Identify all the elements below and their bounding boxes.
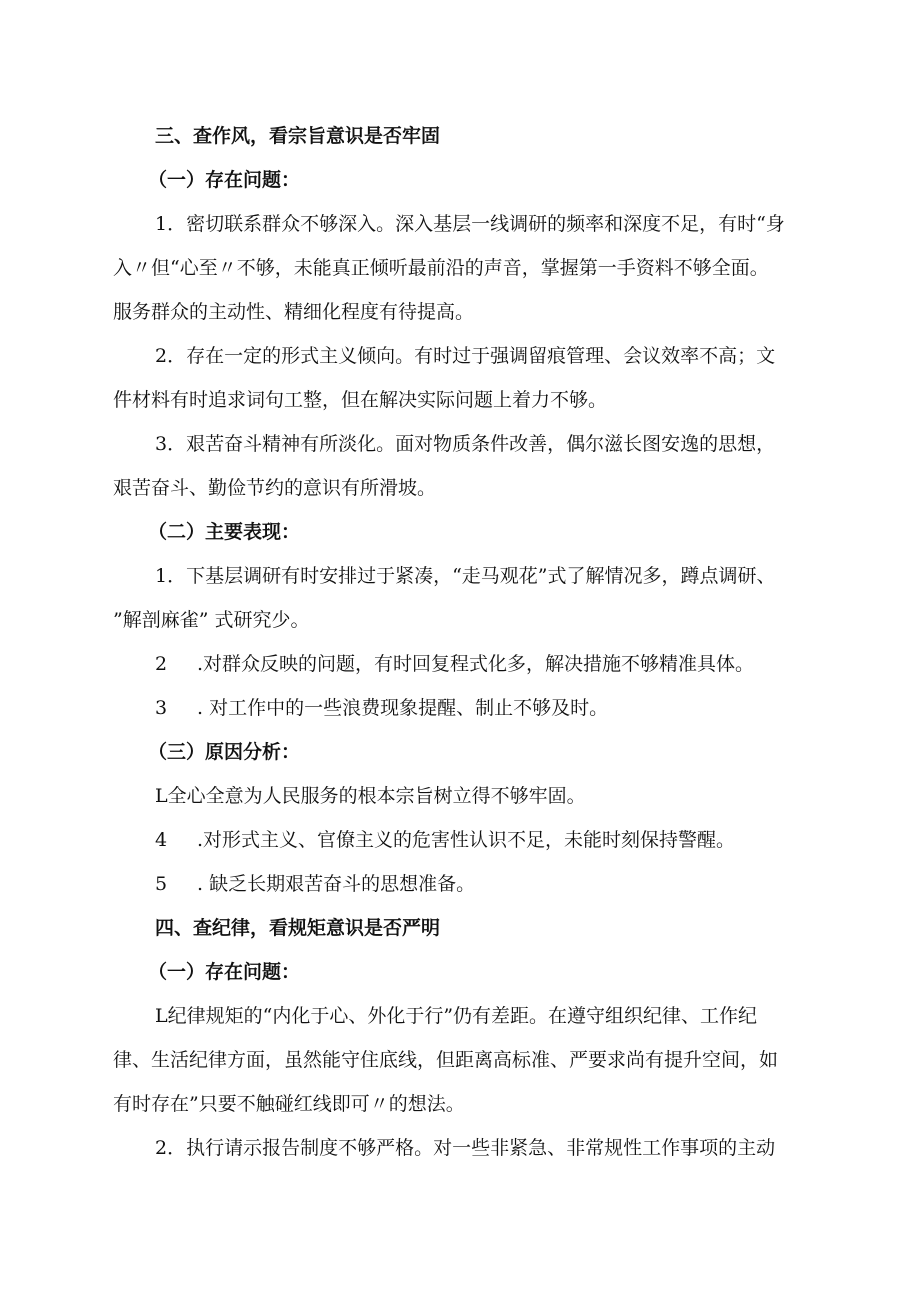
s3-item3-line1: 3．艰苦奋斗精神有所淡化。面对物质条件改善，偶尔滋长图安逸的思想，: [155, 433, 776, 455]
s3-cause4: [155, 818, 855, 862]
s3-cause4-text: .对形式主义、官僚主义的危害性认识不足，未能时刻保持警醒。: [197, 829, 736, 851]
s3-perf2-number: 2: [155, 653, 168, 675]
s3-perf2: [155, 642, 855, 686]
s3-item1-line1: 1．密切联系群众不够深入。深入基层一线调研的频率和深度不足，有时“身: [155, 213, 785, 235]
s3-cause5-number: 5: [155, 873, 168, 895]
s3-perf1-line1: 1．下基层调研有时安排过于紧凑，“走马观花”式了解情况多，蹲点调研、: [155, 565, 776, 587]
section3-sub-performance: （二）主要表现：: [148, 521, 301, 543]
s3-perf3: [155, 686, 855, 730]
s3-perf2-text: .对群众反映的问题，有时回复程式化多，解决措施不够精准具体。: [197, 653, 755, 675]
section4-title: 四、查纪律，看规矩意识是否严明: [155, 917, 441, 939]
section3-sub-problems: （一）存在问题：: [148, 169, 301, 191]
s3-perf3-number: 3: [155, 697, 168, 719]
s3-perf3-text: . 对工作中的一些浪费现象提醒、制止不够及时。: [197, 697, 609, 719]
s4-item1-line1: L纪律规矩的“内化于心、外化于行”仍有差距。在遵守组织纪律、工作纪: [155, 1005, 758, 1027]
s3-item3-line2: 艰苦奋斗、勤俭节约的意识有所滑坡。: [113, 477, 437, 499]
s3-cause4-number: 4: [155, 829, 168, 851]
s4-item1-line3: 有时存在”只要不触碰红线即可〃的想法。: [113, 1093, 465, 1115]
s4-item2-line1: 2．执行请示报告制度不够严格。对一些非紧急、非常规性工作事项的主动: [155, 1137, 776, 1159]
section4-sub-problems: （一）存在问题：: [148, 961, 301, 983]
s3-item2-line1: 2．存在一定的形式主义倾向。有时过于强调留痕管理、会议效率不高；文: [155, 345, 776, 367]
s4-item1-line2: 律、生活纪律方面，虽然能守住底线，但距离高标准、严要求尚有提升空间，如: [113, 1049, 779, 1071]
s3-item2-line2: 件材料有时追求词句工整，但在解决实际问题上着力不够。: [113, 389, 608, 411]
s3-cause1: L全心全意为人民服务的根本宗旨树立得不够牢固。: [155, 785, 586, 807]
s3-item1-line3: 服务群众的主动性、精细化程度有待提高。: [113, 301, 475, 323]
s3-cause5: [155, 862, 855, 906]
section3-title: 三、查作风，看宗旨意识是否牢固: [155, 125, 441, 147]
s3-item1-line2: 入〃但“心至〃不够，未能真正倾听最前沿的声音，掌握第一手资料不够全面。: [113, 257, 769, 279]
s3-perf1-line2: ”解剖麻雀” 式研究少。: [113, 609, 310, 631]
s3-cause5-text: . 缺乏长期艰苦奋斗的思想准备。: [197, 873, 476, 895]
section3-sub-causes: （三）原因分析：: [148, 741, 301, 763]
